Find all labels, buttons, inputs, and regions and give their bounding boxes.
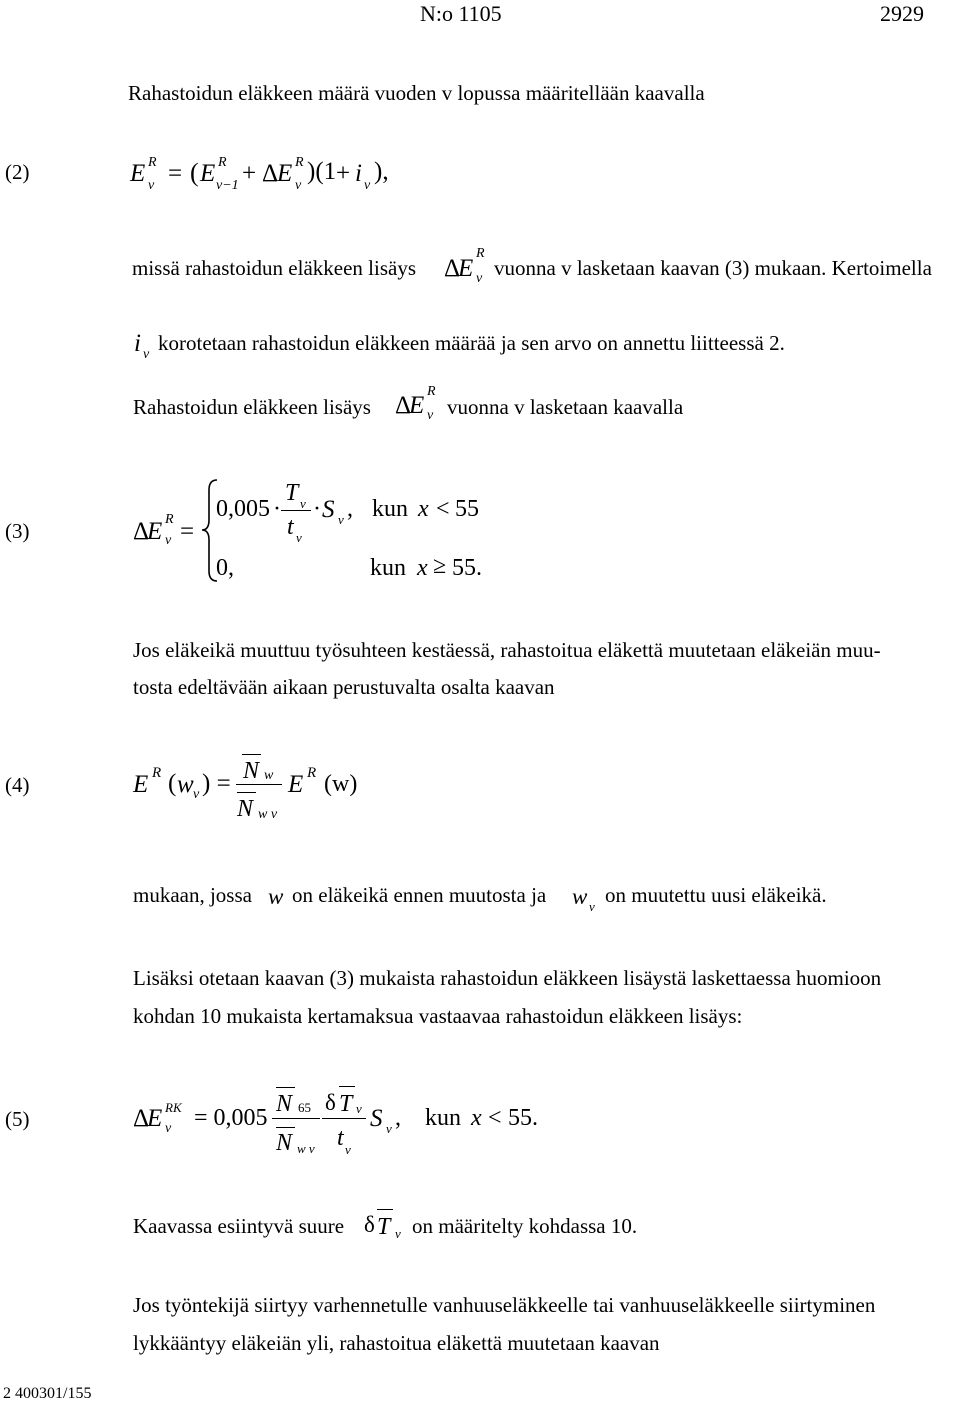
symbol-w: w [572, 884, 588, 909]
paren-close: ), [374, 158, 389, 185]
kun-word: kun [425, 1105, 461, 1131]
plus-sign: + [336, 160, 351, 187]
symbol-E: E [133, 771, 149, 798]
subscript-v: v [345, 1142, 351, 1157]
paragraph-8-line-2: lykkääntyy eläkeiän yli, rahastoitua eläkettä muutetaan kaavan [133, 1331, 660, 1355]
paragraph-7-part-2: on määritelty kohdassa 10. [412, 1214, 638, 1238]
delta-symbol: Δ [395, 392, 412, 419]
overline [377, 1209, 393, 1210]
footer-code: 2 400301/155 [3, 1385, 92, 1402]
fraction-bar [281, 510, 311, 511]
fraction-bar [322, 1118, 366, 1119]
comma: , [347, 496, 353, 522]
superscript-R: R [295, 155, 304, 170]
symbol-N: N [237, 796, 254, 822]
subscript-65: 65 [298, 1100, 311, 1115]
subscript-v: v [296, 530, 302, 545]
symbol-t: t [287, 514, 294, 540]
symbol-x: x [471, 1105, 482, 1131]
symbol-E: E [200, 160, 216, 187]
plus-sign: + [242, 160, 257, 187]
page-number: 2929 [880, 1, 924, 26]
less-than: < [488, 1105, 502, 1131]
subscript-v: v [143, 347, 150, 362]
page-label: N:o 1105 [420, 1, 502, 26]
superscript-R: R [218, 155, 227, 170]
symbol-x: x [417, 555, 428, 581]
symbol-N: N [243, 758, 260, 784]
subscript-v: v [193, 787, 200, 802]
paren-group: )(1 [307, 158, 337, 185]
paragraph-4-line-2: tosta edeltävään aikaan perustuvalta osalta kaavan [133, 675, 555, 699]
paragraph-6-line-1: Lisäksi otetaan kaavan (3) mukaista rahastoidun eläkkeen lisäystä laskettaessa huomioon [133, 966, 882, 990]
paren-open: ( [190, 158, 199, 187]
delta-symbol: Δ [262, 160, 279, 187]
paren-close-equals: ) = [202, 770, 231, 797]
superscript-R: R [148, 155, 157, 170]
overline [339, 1086, 355, 1087]
overline [276, 1127, 295, 1128]
paragraph-4-line-1: Jos eläkeikä muuttuu työsuhteen kestäessä, rahastoitua eläkettä muutetaan eläkeiän muu- [133, 638, 881, 662]
dot-operator: · [313, 496, 321, 522]
equals-coefficient: = 0,005 [194, 1105, 268, 1131]
paragraph-2-part-1: missä rahastoidun eläkkeen lisäys [132, 256, 417, 280]
paragraph-2-line-2: korotetaan rahastoidun eläkkeen määrää ja sen arvo on annettu liitteessä 2. [158, 331, 785, 355]
paragraph-6-line-2: kohdan 10 mukaista kertamaksua vastaavaa rahastoidun eläkkeen lisäys: [133, 1004, 743, 1028]
symbol-E: E [130, 160, 146, 187]
subscript-v: v [165, 533, 172, 548]
superscript-R: R [165, 512, 174, 527]
delta-symbol: Δ [133, 1105, 150, 1132]
subscript-w: w [264, 768, 274, 783]
subscript-v: v [395, 1226, 401, 1241]
paragraph-7-part-1: Kaavassa esiintyvä suure [133, 1214, 345, 1238]
symbol-N: N [276, 1130, 293, 1156]
subscript-v: v [295, 178, 302, 193]
dot-operator: · [273, 496, 281, 522]
symbol-t: t [337, 1125, 344, 1151]
equation-number: (2) [5, 160, 30, 184]
symbol-N: N [276, 1091, 293, 1117]
symbol-S: S [370, 1105, 383, 1132]
age-value: 55. [508, 1105, 538, 1131]
equation-number: (5) [5, 1107, 30, 1131]
subscript-v: v [338, 512, 344, 527]
symbol-T: T [339, 1091, 353, 1117]
symbol-i: i [134, 330, 141, 357]
symbol-E: E [147, 1105, 163, 1132]
paragraph-3-part-1: Rahastoidun eläkkeen lisäys [133, 395, 371, 419]
subscript-v: v [364, 178, 371, 193]
symbol-E: E [458, 255, 474, 282]
subscript-v: v [356, 1101, 362, 1116]
symbol-E: E [288, 771, 304, 798]
kun-word: kun [372, 496, 408, 522]
coefficient: 0,005 [216, 496, 270, 522]
fraction-bar [272, 1118, 320, 1119]
equals-sign: = [180, 518, 195, 545]
paragraph-5-part-2: on eläkeikä ennen muutosta ja [292, 883, 547, 907]
superscript-R: R [152, 765, 162, 781]
superscript-R: R [307, 765, 317, 781]
symbol-T: T [285, 480, 299, 506]
delta-symbol: Δ [444, 255, 461, 282]
argument-w: (w) [324, 771, 358, 797]
subscript-v: v [148, 178, 155, 193]
paragraph-3-part-2: vuonna v lasketaan kaavalla [447, 395, 684, 419]
paragraph-1: Rahastoidun eläkkeen määrä vuoden v lopussa määritellään kaavalla [128, 81, 705, 105]
delta-small-symbol: δ [364, 1212, 375, 1237]
equation-number: (3) [5, 519, 30, 543]
superscript-R: R [427, 384, 436, 399]
symbol-E: E [409, 392, 425, 419]
symbol-w: w [268, 884, 284, 909]
paragraph-5-part-1: mukaan, jossa [133, 883, 252, 907]
subscript-v: v [427, 408, 434, 423]
paragraph-8-line-1: Jos työntekijä siirtyy varhennetulle vanhuuseläkkeelle tai vanhuuseläkkeelle siirtyminen [133, 1293, 876, 1317]
subscript-v: v [386, 1121, 392, 1136]
equation-number: (4) [5, 773, 30, 797]
paren-open: ( [168, 770, 177, 797]
subscript-v: v [165, 1121, 172, 1136]
symbol-x: x [418, 496, 429, 522]
comma: , [395, 1105, 401, 1131]
subscript-v-minus-1: v−1 [216, 178, 239, 193]
paragraph-2-part-2: vuonna v lasketaan kaavan (3) mukaan. Kertoimella [494, 256, 932, 280]
overline [276, 1087, 295, 1088]
less-than: < [436, 496, 450, 522]
age-value: 55 [455, 496, 479, 522]
delta-small-symbol: δ [325, 1090, 336, 1115]
greater-equal: ≥ [433, 553, 447, 579]
subscript-v: v [300, 496, 306, 511]
subscript-v: v [589, 899, 595, 914]
symbol-S: S [322, 496, 335, 523]
zero-value: 0, [216, 555, 234, 581]
superscript-R: R [476, 246, 485, 261]
symbol-E: E [147, 518, 163, 545]
overline [242, 754, 261, 755]
subscript-v: v [476, 271, 483, 286]
subscript-wv: w v [297, 1141, 315, 1156]
age-value: 55. [452, 555, 482, 581]
kun-word: kun [370, 555, 406, 581]
superscript-RK: RK [165, 1100, 182, 1115]
equals-sign: = [168, 160, 183, 187]
symbol-w: w [177, 771, 194, 798]
delta-symbol: Δ [133, 518, 150, 545]
symbol-E: E [277, 160, 293, 187]
overline [237, 792, 256, 793]
fraction-bar [236, 784, 282, 785]
symbol-T: T [377, 1214, 391, 1240]
subscript-wv: w v [258, 807, 278, 822]
paragraph-5-part-3: on muutettu uusi eläkeikä. [605, 883, 827, 907]
symbol-i: i [355, 160, 362, 187]
